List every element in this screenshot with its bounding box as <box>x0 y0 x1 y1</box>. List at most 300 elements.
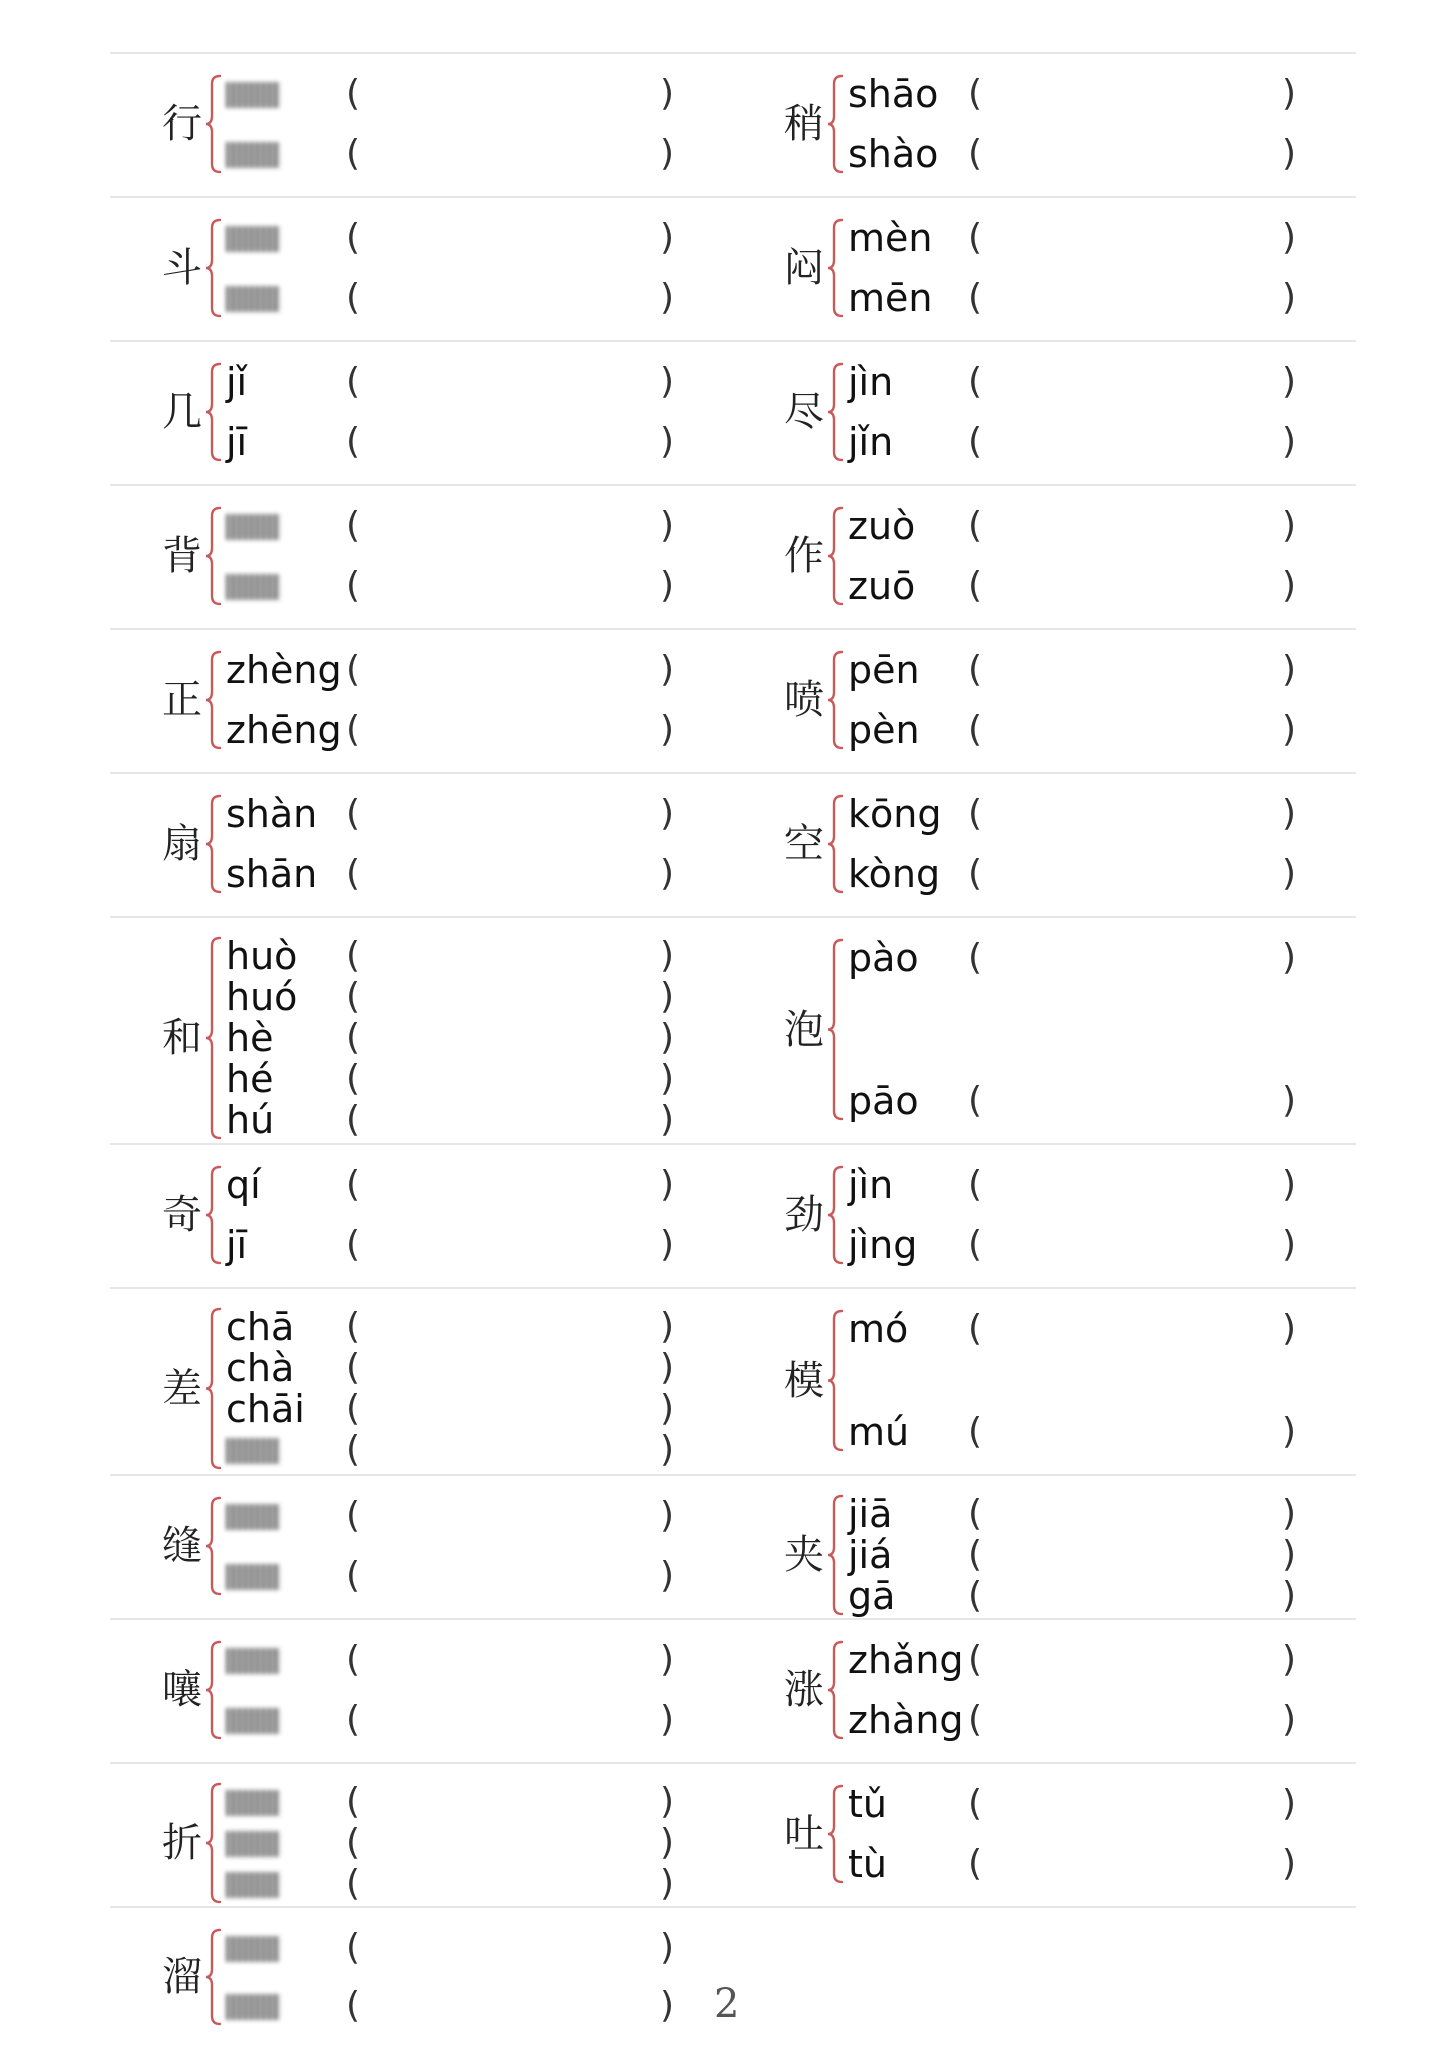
pinyin-line <box>226 278 690 318</box>
answer-open-paren: ( <box>346 1017 361 1058</box>
answer-close-paren: ) <box>1282 565 1297 606</box>
answer-close-paren: ) <box>660 1863 675 1904</box>
answer-open-paren: ( <box>968 565 983 606</box>
answer-close-paren: ) <box>660 793 675 834</box>
answer-blank[interactable] <box>364 650 654 690</box>
pinyin-line <box>848 422 1312 462</box>
pinyin-reading: jìng <box>848 1223 918 1267</box>
pinyin-reading: chāi <box>226 1387 305 1431</box>
pinyin-line <box>226 74 690 114</box>
obscured-pinyin <box>226 1708 280 1734</box>
answer-blank[interactable] <box>986 1784 1276 1824</box>
answer-open-paren: ( <box>346 853 361 894</box>
pinyin-reading: huò <box>226 934 298 978</box>
pinyin-reading: hé <box>226 1057 274 1101</box>
pinyin-line <box>848 1535 1312 1575</box>
answer-blank[interactable] <box>364 854 654 894</box>
answer-open-paren: ( <box>346 709 361 750</box>
polyphone-character: 折 <box>162 1820 202 1866</box>
pinyin-line <box>848 1640 1312 1680</box>
answer-close-paren: ) <box>1282 1080 1297 1121</box>
polyphone-character: 背 <box>162 533 202 579</box>
pinyin-line <box>226 650 690 690</box>
answer-open-paren: ( <box>346 649 361 690</box>
answer-blank[interactable] <box>986 854 1276 894</box>
answer-blank[interactable] <box>364 1389 654 1429</box>
pinyin-reading: zuò <box>848 504 916 548</box>
answer-close-paren: ) <box>660 1017 675 1058</box>
brace-icon <box>204 1640 222 1740</box>
pinyin-line <box>226 1864 690 1904</box>
answer-open-paren: ( <box>346 421 361 462</box>
answer-blank[interactable] <box>986 362 1276 402</box>
answer-close-paren: ) <box>660 133 675 174</box>
brace-icon <box>204 1496 222 1596</box>
pinyin-line <box>848 1225 1312 1265</box>
answer-close-paren: ) <box>660 1639 675 1680</box>
answer-blank[interactable] <box>986 74 1276 114</box>
answer-open-paren: ( <box>346 1429 361 1470</box>
answer-open-paren: ( <box>346 1822 361 1863</box>
polyphone-character: 吐 <box>784 1811 824 1857</box>
pinyin-line <box>848 362 1312 402</box>
answer-open-paren: ( <box>968 1080 983 1121</box>
pinyin-line <box>226 1389 690 1429</box>
answer-close-paren: ) <box>1282 73 1297 114</box>
pinyin-line <box>848 938 1312 978</box>
pinyin-line <box>848 1412 1312 1452</box>
answer-open-paren: ( <box>968 793 983 834</box>
brace-icon <box>204 1782 222 1904</box>
pinyin-line <box>226 1307 690 1347</box>
answer-close-paren: ) <box>660 853 675 894</box>
pinyin-line <box>226 1700 690 1740</box>
answer-close-paren: ) <box>1282 217 1297 258</box>
pinyin-line <box>226 1430 690 1470</box>
polyphone-character: 奇 <box>162 1192 202 1238</box>
brace-icon <box>826 938 844 1121</box>
answer-open-paren: ( <box>346 1555 361 1596</box>
pinyin-line <box>226 1496 690 1536</box>
answer-close-paren: ) <box>660 565 675 606</box>
pinyin-line <box>226 1928 690 1968</box>
answer-blank[interactable] <box>364 1348 654 1388</box>
pinyin-line <box>226 1100 690 1140</box>
answer-open-paren: ( <box>346 1224 361 1265</box>
row-divider <box>110 772 1356 774</box>
answer-blank[interactable] <box>986 1309 1276 1349</box>
brace-icon <box>826 1784 844 1884</box>
pinyin-line <box>226 218 690 258</box>
polyphone-character: 模 <box>784 1357 824 1404</box>
answer-blank[interactable] <box>986 938 1276 978</box>
pinyin-reading: qí <box>226 1163 261 1207</box>
answer-blank[interactable] <box>364 74 654 114</box>
answer-blank[interactable] <box>986 134 1276 174</box>
answer-open-paren: ( <box>346 277 361 318</box>
answer-blank[interactable] <box>364 218 654 258</box>
polyphone-character: 扇 <box>162 821 202 867</box>
brace-icon <box>204 1928 222 2026</box>
pinyin-reading: hè <box>226 1016 274 1060</box>
answer-open-paren: ( <box>968 361 983 402</box>
pinyin-line <box>848 710 1312 750</box>
brace-icon <box>204 506 222 606</box>
answer-open-paren: ( <box>968 709 983 750</box>
answer-open-paren: ( <box>346 73 361 114</box>
obscured-pinyin <box>226 1872 280 1898</box>
answer-open-paren: ( <box>346 1781 361 1822</box>
answer-close-paren: ) <box>660 421 675 462</box>
answer-open-paren: ( <box>968 1224 983 1265</box>
answer-blank[interactable] <box>364 1928 654 1968</box>
answer-close-paren: ) <box>1282 133 1297 174</box>
answer-close-paren: ) <box>660 935 675 976</box>
answer-close-paren: ) <box>660 73 675 114</box>
pinyin-line <box>848 1700 1312 1740</box>
answer-close-paren: ) <box>660 1099 675 1140</box>
pinyin-line <box>848 854 1312 894</box>
obscured-pinyin <box>226 574 280 600</box>
pinyin-line <box>848 650 1312 690</box>
answer-close-paren: ) <box>660 1388 675 1429</box>
pinyin-reading: kōng <box>848 792 942 836</box>
answer-blank[interactable] <box>364 936 654 976</box>
answer-close-paren: ) <box>1282 937 1297 978</box>
row-divider <box>110 628 1356 630</box>
brace-icon <box>826 1494 844 1616</box>
answer-blank[interactable] <box>986 1576 1276 1616</box>
pinyin-line <box>848 218 1312 258</box>
obscured-pinyin <box>226 1790 280 1816</box>
polyphone-character: 缝 <box>162 1523 202 1569</box>
answer-blank[interactable] <box>364 1640 654 1680</box>
answer-close-paren: ) <box>660 277 675 318</box>
brace-icon <box>826 1309 844 1452</box>
pinyin-line <box>848 1309 1312 1349</box>
pinyin-reading: pēn <box>848 648 920 692</box>
row-divider <box>110 1143 1356 1145</box>
answer-blank[interactable] <box>364 362 654 402</box>
answer-blank[interactable] <box>986 794 1276 834</box>
answer-blank[interactable] <box>364 1496 654 1536</box>
polyphone-character: 溜 <box>162 1954 202 2000</box>
answer-blank[interactable] <box>364 506 654 546</box>
answer-close-paren: ) <box>660 505 675 546</box>
polyphone-character: 夹 <box>784 1532 824 1578</box>
pinyin-reading: zuō <box>848 564 916 608</box>
brace-icon <box>826 74 844 174</box>
pinyin-reading: jī <box>226 1223 248 1267</box>
brace-icon <box>826 362 844 462</box>
answer-open-paren: ( <box>968 649 983 690</box>
pinyin-reading: jǐ <box>226 360 248 404</box>
row-divider <box>110 1906 1356 1908</box>
answer-close-paren: ) <box>660 1699 675 1740</box>
answer-open-paren: ( <box>346 1495 361 1536</box>
row-divider <box>110 52 1356 54</box>
answer-blank[interactable] <box>364 1225 654 1265</box>
pinyin-line <box>226 362 690 402</box>
answer-close-paren: ) <box>1282 277 1297 318</box>
row-divider <box>110 340 1356 342</box>
answer-blank[interactable] <box>986 278 1276 318</box>
answer-open-paren: ( <box>346 1388 361 1429</box>
pinyin-reading: tǔ <box>848 1782 887 1826</box>
answer-blank[interactable] <box>364 1556 654 1596</box>
answer-blank[interactable] <box>364 1430 654 1470</box>
brace-icon <box>204 1165 222 1265</box>
answer-blank[interactable] <box>364 1782 654 1822</box>
answer-open-paren: ( <box>346 1863 361 1904</box>
answer-blank[interactable] <box>364 1986 654 2026</box>
polyphone-character: 空 <box>784 821 824 867</box>
answer-blank[interactable] <box>986 1640 1276 1680</box>
pinyin-line <box>226 1348 690 1388</box>
pinyin-line <box>226 710 690 750</box>
answer-blank[interactable] <box>364 710 654 750</box>
answer-open-paren: ( <box>346 793 361 834</box>
answer-close-paren: ) <box>1282 793 1297 834</box>
answer-blank[interactable] <box>986 1700 1276 1740</box>
answer-blank[interactable] <box>986 1165 1276 1205</box>
answer-open-paren: ( <box>968 421 983 462</box>
polyphone-character: 闷 <box>784 245 824 291</box>
answer-blank[interactable] <box>986 422 1276 462</box>
pinyin-line <box>848 1784 1312 1824</box>
answer-open-paren: ( <box>346 361 361 402</box>
answer-close-paren: ) <box>660 649 675 690</box>
answer-blank[interactable] <box>364 278 654 318</box>
pinyin-line <box>848 1576 1312 1616</box>
answer-close-paren: ) <box>1282 1411 1297 1452</box>
polyphone-character: 和 <box>162 1015 202 1061</box>
obscured-pinyin <box>226 1504 280 1530</box>
obscured-pinyin <box>226 82 280 108</box>
pinyin-reading: chā <box>226 1305 295 1349</box>
answer-open-paren: ( <box>968 1783 983 1824</box>
answer-close-paren: ) <box>1282 505 1297 546</box>
answer-blank[interactable] <box>364 134 654 174</box>
polyphone-character: 作 <box>784 533 824 579</box>
answer-close-paren: ) <box>1282 1308 1297 1349</box>
pinyin-reading: jī <box>226 420 248 464</box>
answer-blank[interactable] <box>364 1823 654 1863</box>
answer-open-paren: ( <box>346 976 361 1017</box>
answer-close-paren: ) <box>1282 1164 1297 1205</box>
pinyin-reading: jìn <box>848 360 894 404</box>
brace-icon <box>826 794 844 894</box>
polyphone-character: 泡 <box>784 1006 824 1053</box>
answer-close-paren: ) <box>1282 649 1297 690</box>
answer-open-paren: ( <box>968 73 983 114</box>
polyphone-character: 稍 <box>784 101 824 147</box>
answer-close-paren: ) <box>660 1164 675 1205</box>
answer-open-paren: ( <box>346 133 361 174</box>
brace-icon <box>204 74 222 174</box>
answer-close-paren: ) <box>660 1985 675 2026</box>
page-number: 2 <box>714 1981 740 2027</box>
answer-close-paren: ) <box>1282 1575 1297 1616</box>
answer-blank[interactable] <box>986 1494 1276 1534</box>
obscured-pinyin <box>226 1936 280 1962</box>
pinyin-reading: tù <box>848 1842 887 1886</box>
answer-open-paren: ( <box>968 505 983 546</box>
answer-close-paren: ) <box>1282 1699 1297 1740</box>
polyphone-character: 几 <box>162 389 202 435</box>
pinyin-reading: pèn <box>848 708 920 752</box>
pinyin-reading: shào <box>848 132 939 176</box>
pinyin-reading: hú <box>226 1098 275 1142</box>
polyphone-character: 劲 <box>784 1192 824 1238</box>
pinyin-reading: gā <box>848 1574 896 1618</box>
answer-close-paren: ) <box>1282 1843 1297 1884</box>
row-divider <box>110 196 1356 198</box>
obscured-pinyin <box>226 286 280 312</box>
pinyin-line <box>848 1081 1312 1121</box>
answer-blank[interactable] <box>364 1700 654 1740</box>
answer-blank[interactable] <box>364 1307 654 1347</box>
answer-open-paren: ( <box>968 937 983 978</box>
brace-icon <box>204 218 222 318</box>
answer-open-paren: ( <box>346 565 361 606</box>
answer-close-paren: ) <box>660 361 675 402</box>
pinyin-reading: mó <box>848 1307 909 1351</box>
row-divider <box>110 1474 1356 1476</box>
answer-close-paren: ) <box>1282 709 1297 750</box>
answer-blank[interactable] <box>986 1081 1276 1121</box>
pinyin-reading: shān <box>226 852 318 896</box>
answer-close-paren: ) <box>660 1555 675 1596</box>
answer-close-paren: ) <box>660 1781 675 1822</box>
answer-open-paren: ( <box>346 1306 361 1347</box>
answer-blank[interactable] <box>986 506 1276 546</box>
answer-blank[interactable] <box>986 1412 1276 1452</box>
answer-open-paren: ( <box>346 1985 361 2026</box>
answer-close-paren: ) <box>660 217 675 258</box>
answer-blank[interactable] <box>364 1864 654 1904</box>
answer-close-paren: ) <box>1282 1534 1297 1575</box>
pinyin-line <box>848 74 1312 114</box>
obscured-pinyin <box>226 226 280 252</box>
pinyin-reading: zhēng <box>226 708 342 752</box>
brace-icon <box>826 218 844 318</box>
obscured-pinyin <box>226 1648 280 1674</box>
answer-close-paren: ) <box>660 976 675 1017</box>
pinyin-reading: huó <box>226 975 298 1019</box>
answer-close-paren: ) <box>660 1224 675 1265</box>
answer-open-paren: ( <box>346 1099 361 1140</box>
answer-close-paren: ) <box>1282 1639 1297 1680</box>
pinyin-line <box>226 936 690 976</box>
answer-blank[interactable] <box>364 977 654 1017</box>
answer-blank[interactable] <box>986 1535 1276 1575</box>
answer-close-paren: ) <box>1282 361 1297 402</box>
answer-open-paren: ( <box>968 1575 983 1616</box>
answer-open-paren: ( <box>968 217 983 258</box>
answer-blank[interactable] <box>364 422 654 462</box>
pinyin-line <box>226 1986 690 2026</box>
answer-close-paren: ) <box>1282 853 1297 894</box>
pinyin-reading: pāo <box>848 1079 919 1123</box>
answer-open-paren: ( <box>968 1411 983 1452</box>
answer-close-paren: ) <box>660 1058 675 1099</box>
row-divider <box>110 1618 1356 1620</box>
pinyin-line <box>226 1165 690 1205</box>
answer-close-paren: ) <box>660 1347 675 1388</box>
pinyin-line <box>226 1556 690 1596</box>
pinyin-line <box>848 278 1312 318</box>
pinyin-reading: zhèng <box>226 648 342 692</box>
pinyin-line <box>848 1844 1312 1884</box>
answer-blank[interactable] <box>986 218 1276 258</box>
answer-close-paren: ) <box>1282 1783 1297 1824</box>
pinyin-reading: jiá <box>848 1533 893 1577</box>
polyphone-character: 涨 <box>784 1667 824 1713</box>
pinyin-line <box>226 1640 690 1680</box>
pinyin-line <box>848 1165 1312 1205</box>
brace-icon <box>204 936 222 1140</box>
answer-close-paren: ) <box>1282 1493 1297 1534</box>
answer-open-paren: ( <box>968 1639 983 1680</box>
pinyin-reading: jiā <box>848 1492 893 1536</box>
brace-icon <box>826 650 844 750</box>
answer-open-paren: ( <box>346 1347 361 1388</box>
answer-blank[interactable] <box>986 1844 1276 1884</box>
answer-blank[interactable] <box>364 1059 654 1099</box>
answer-blank[interactable] <box>986 566 1276 606</box>
brace-icon <box>204 650 222 750</box>
pinyin-line <box>226 566 690 606</box>
row-divider <box>110 1287 1356 1289</box>
answer-blank[interactable] <box>364 566 654 606</box>
pinyin-line <box>226 1059 690 1099</box>
pinyin-reading: mēn <box>848 276 933 320</box>
answer-blank[interactable] <box>986 710 1276 750</box>
answer-blank[interactable] <box>364 794 654 834</box>
polyphone-character: 尽 <box>784 389 824 435</box>
pinyin-line <box>226 506 690 546</box>
answer-open-paren: ( <box>346 935 361 976</box>
brace-icon <box>204 362 222 462</box>
pinyin-reading: jǐn <box>848 420 894 464</box>
answer-open-paren: ( <box>968 1493 983 1534</box>
answer-open-paren: ( <box>968 1843 983 1884</box>
pinyin-line <box>226 1225 690 1265</box>
obscured-pinyin <box>226 1438 280 1464</box>
pinyin-line <box>226 977 690 1017</box>
pinyin-line <box>848 794 1312 834</box>
brace-icon <box>826 506 844 606</box>
answer-open-paren: ( <box>346 217 361 258</box>
answer-blank[interactable] <box>986 650 1276 690</box>
answer-blank[interactable] <box>986 1225 1276 1265</box>
answer-blank[interactable] <box>364 1018 654 1058</box>
pinyin-line <box>226 1782 690 1822</box>
answer-blank[interactable] <box>364 1100 654 1140</box>
pinyin-reading: chà <box>226 1346 295 1390</box>
answer-open-paren: ( <box>346 1058 361 1099</box>
obscured-pinyin <box>226 142 280 168</box>
pinyin-reading: zhàng <box>848 1698 964 1742</box>
obscured-pinyin <box>226 1831 280 1857</box>
answer-blank[interactable] <box>364 1165 654 1205</box>
pinyin-reading: jìn <box>848 1163 894 1207</box>
brace-icon <box>204 1307 222 1470</box>
answer-close-paren: ) <box>660 1822 675 1863</box>
polyphone-character: 喷 <box>784 677 824 723</box>
answer-open-paren: ( <box>346 505 361 546</box>
